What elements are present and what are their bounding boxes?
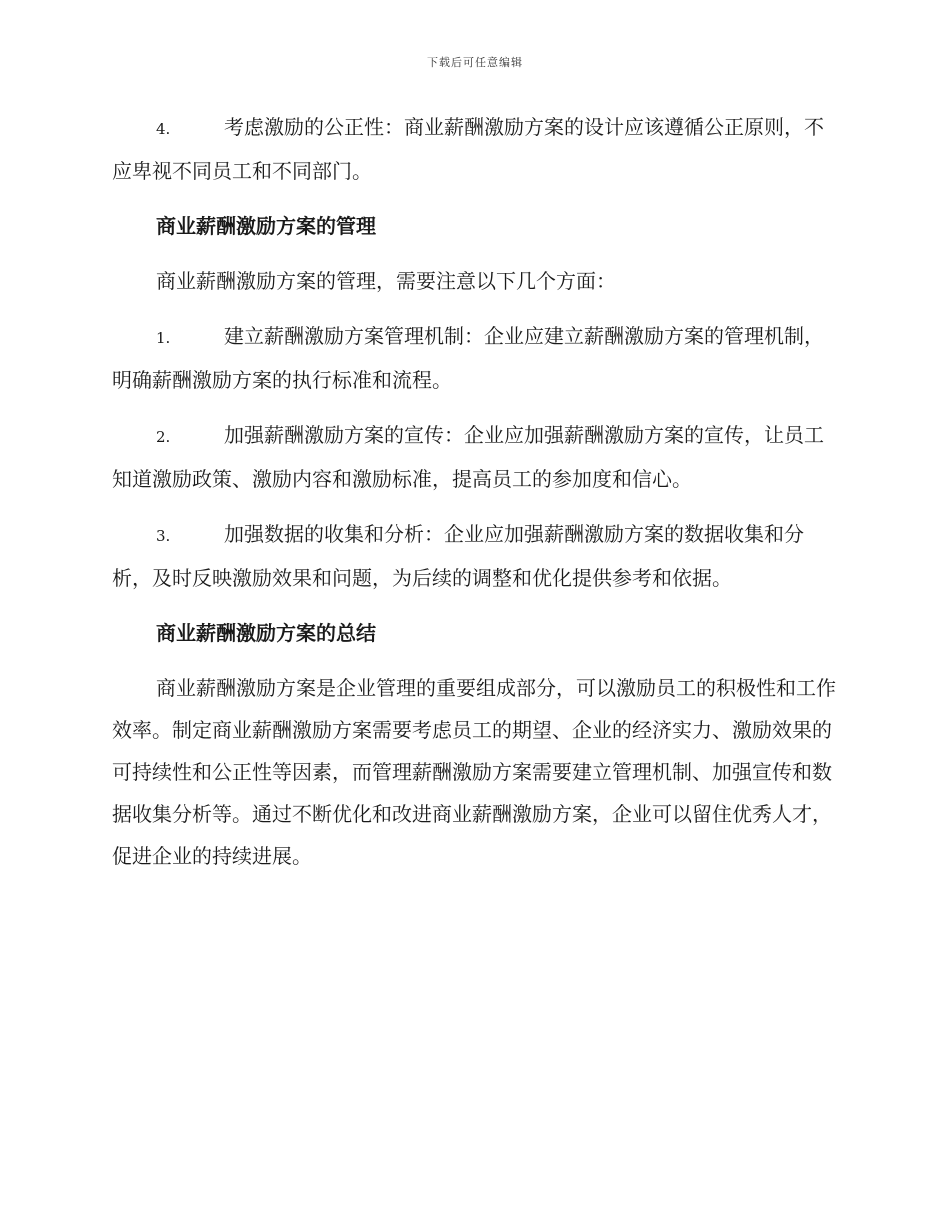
page-header: 下载后可任意编辑 [427,56,523,69]
list-item-text: 考虑激励的公正性：商业薪酬激励方案的设计应该遵循公正原则，不应卑视不同员工和不同部门。 [112,115,824,183]
management-intro-paragraph: 商业薪酬激励方案的管理，需要注意以下几个方面： [156,269,616,293]
summary-paragraph: 商业薪酬激励方案是企业管理的重要组成部分，可以激励员工的积极性和工作效率。制定商业薪酬激励方案需要考虑员工的期望、企业的经济实力、激励效果的可持续性和公正性等因素，而管理薪酬激励方案需要建立管理机制、加强宣传和数据收集分析等。通过不断优化和改进商业薪酬激励方案，企业可以留住优秀人才，促进企业的持续进展。 [112,676,836,868]
list-item-number: 2. [156,428,171,446]
list-item-text: 加强薪酬激励方案的宣传：企业应加强薪酬激励方案的宣传，让员工知道激励政策、激励内容和激励标准，提高员工的参加度和信心。 [112,423,824,491]
document-body [112,106,838,890]
section-heading-management: 商业薪酬激励方案的管理 [156,214,376,238]
list-item-text: 建立薪酬激励方案管理机制：企业应建立薪酬激励方案的管理机制，明确薪酬激励方案的执行标准和流程。 [112,324,824,392]
list-item-text: 加强数据的收集和分析：企业应加强薪酬激励方案的数据收集和分析，及时反映激励效果和问题，为后续的调整和优化提供参考和依据。 [112,522,804,590]
list-item-number: 1. [156,329,171,347]
list-item-number: 4. [156,120,171,138]
section-heading-summary: 商业薪酬激励方案的总结 [156,621,376,645]
list-item-2 [112,414,838,500]
list-item-3 [112,513,838,599]
list-item-4 [112,106,838,192]
list-item-1 [112,315,838,401]
list-item-number: 3. [156,527,171,545]
